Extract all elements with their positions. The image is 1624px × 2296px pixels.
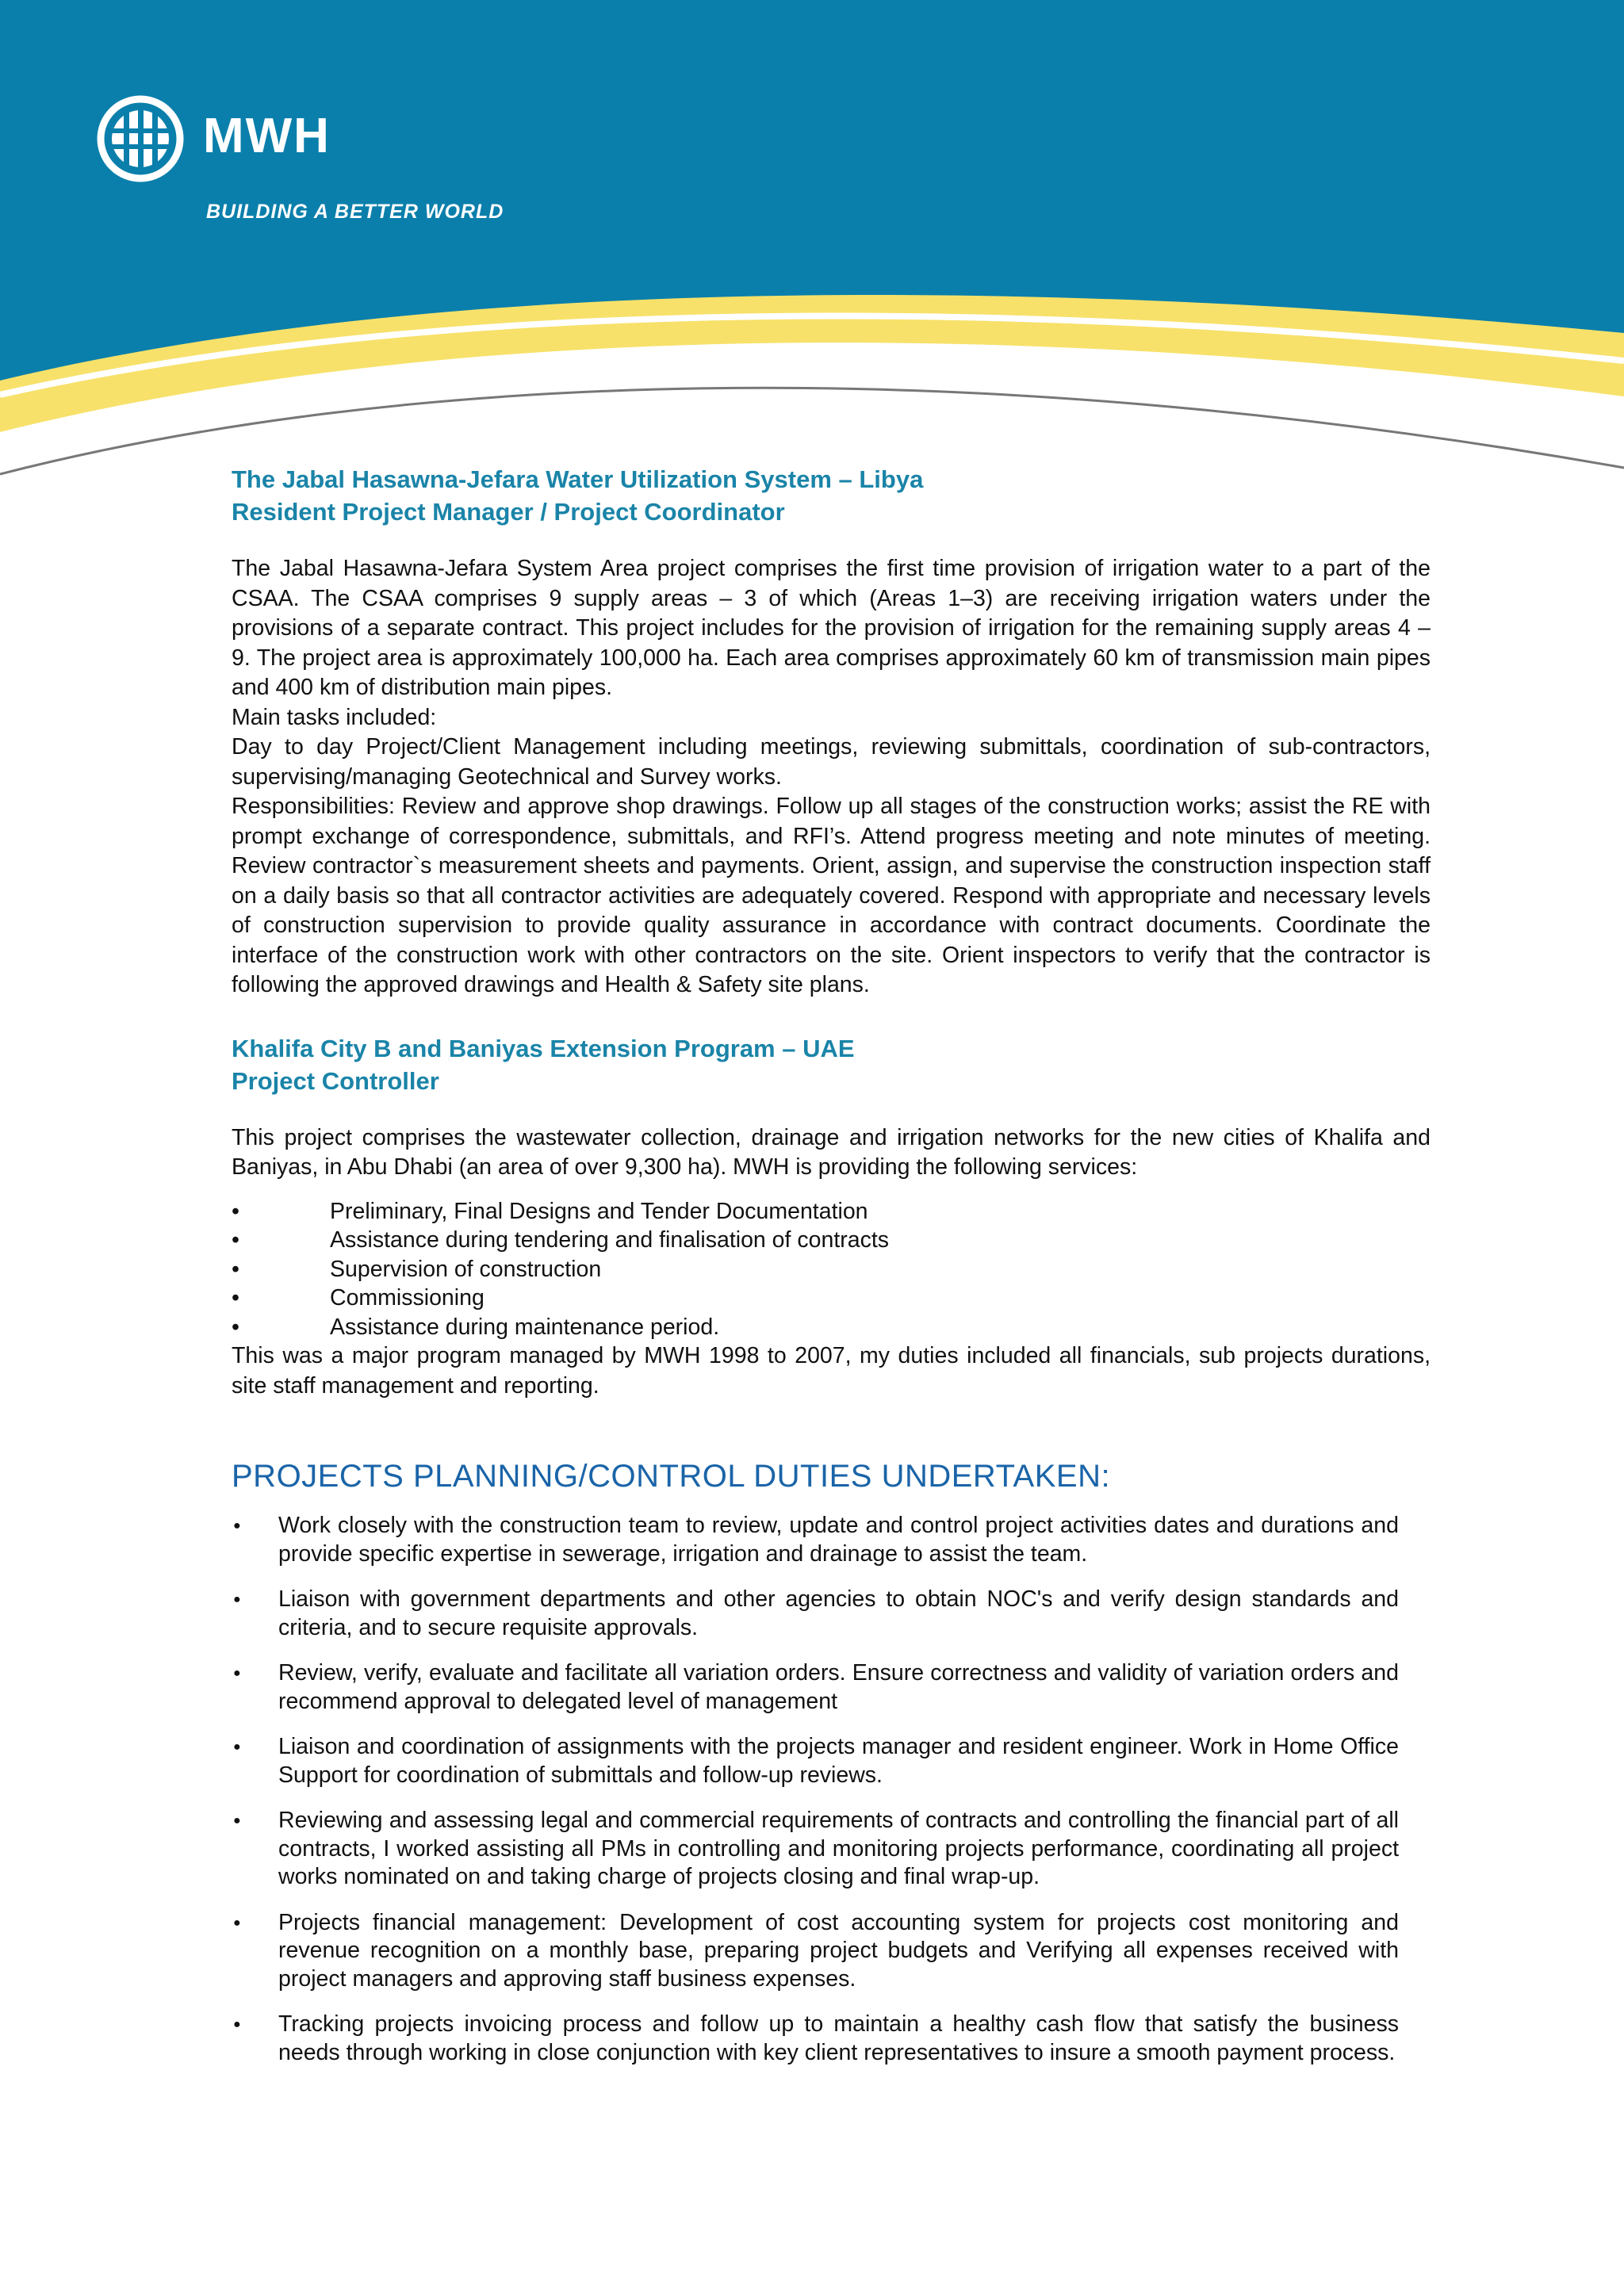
services-list <box>232 1197 1431 1342</box>
project-title: The Jabal Hasawna-Jefara Water Utilization System – Libya <box>232 465 924 493</box>
list-item: ● Liaison with government departments and other agencies to obtain NOC's and verify design standards and criteria, and to secure requisite approvals. <box>232 1586 1431 1642</box>
duties-section <box>232 1456 1431 2067</box>
tasks-label: Main tasks included: <box>232 704 437 730</box>
section-title: PROJECTS PLANNING/CONTROL DUTIES UNDERTAKEN: <box>232 1459 1111 1494</box>
brand-tagline: BUILDING A BETTER WORLD <box>206 201 504 223</box>
list-item: ● Liaison and coordination of assignments with the projects manager and resident engineer. Work in Home Office Support for coordination of submittals and follow-up reviews. <box>232 1733 1431 1789</box>
project-description: This project comprises the wastewater collection, drainage and irrigation networks for the new cities of Khalifa and Baniyas, in Abu Dhabi (an area of over 9,300 ha). MWH is providing the following services: <box>232 1124 1431 1180</box>
program-summary: This was a major program managed by MWH 1998 to 2007, my duties included all financials, sub projects durations, site staff management and reporting. <box>232 1343 1431 1399</box>
list-item: ● Review, verify, evaluate and facilitate all variation orders. Ensure correctness and validity of variation orders and recommend approval to delegated level of management <box>232 1659 1431 1716</box>
duties-list <box>232 1512 1431 2067</box>
list-item: ● Work closely with the construction team to review, update and control project activities dates and durations and provide specific expertise in sewerage, irrigation and drainage to assist the team. <box>232 1512 1431 1568</box>
globe-logo-icon <box>97 95 184 182</box>
list-item: • Commissioning <box>232 1284 1431 1313</box>
project-role: Project Controller <box>232 1066 439 1095</box>
tasks-text: Day to day Project/Client Management including meetings, reviewing submittals, coordination of sub-contractors, supervising/managing Geotechnical and Survey works. <box>232 734 1431 790</box>
project-libya <box>232 463 1431 1001</box>
list-item: • Supervision of construction <box>232 1255 1431 1284</box>
document-body <box>232 463 1431 2084</box>
brand-name: MWH <box>203 109 331 163</box>
header-banner <box>0 0 1624 507</box>
project-uae <box>232 1032 1431 1402</box>
project-title: Khalifa City B and Baniyas Extension Program – UAE <box>232 1034 855 1062</box>
list-item: • Assistance during maintenance period. <box>232 1313 1431 1342</box>
list-item: • Preliminary, Final Designs and Tender Documentation <box>232 1197 1431 1226</box>
project-description: The Jabal Hasawna-Jefara System Area project comprises the first time provision of irrigation water to a part of the CSAA. The CSAA comprises 9 supply areas – 3 of which (Areas 1–3) are receiving irrigation waters under the provisions of a separate contract. This project includes for the provision of irrigation for the remaining supply areas 4 – 9. The project area is approximately 100,000 ha. Each area comprises approximately 60 km of transmission main pipes and 400 km of distribution main pipes. <box>232 556 1431 700</box>
project-role: Resident Project Manager / Project Coordinator <box>232 498 785 526</box>
list-item: • Assistance during tendering and finalisation of contracts <box>232 1226 1431 1255</box>
list-item: ● Tracking projects invoicing process and follow up to maintain a healthy cash flow that satisfy the business needs through working in close conjunction with key client representatives to insure a smooth payment process. <box>232 2011 1431 2067</box>
list-item: ● Reviewing and assessing legal and commercial requirements of contracts and controlling the financial part of all contracts, I worked assisting all PMs in controlling and monitoring projects performance, coordinating all project works nominated on and taking charge of projects closing and final wrap-up. <box>232 1807 1431 1892</box>
list-item: ● Projects financial management: Development of cost accounting system for projects cost monitoring and revenue recognition on a monthly base, preparing project budgets and Verifying all expenses received with project managers and approving staff business expenses. <box>232 1909 1431 1994</box>
responsibilities-text: Responsibilities: Review and approve shop drawings. Follow up all stages of the construction works; assist the RE with prompt exchange of correspondence, submittals, and RFI’s. Attend progress meeting and note minutes of meeting. Review contractor`s measurement sheets and payments. Orient, assign, and supervise the construction inspection staff on a daily basis so that all contractor activities are adequately covered. Respond with appropriate and necessary levels of construction supervision to provide quality assurance in accordance with contract documents. Coordinate the interface of the construction work with other contractors on the site. Orient inspectors to verify that the contractor is following the approved drawings and Health & Safety site plans. <box>232 794 1431 997</box>
